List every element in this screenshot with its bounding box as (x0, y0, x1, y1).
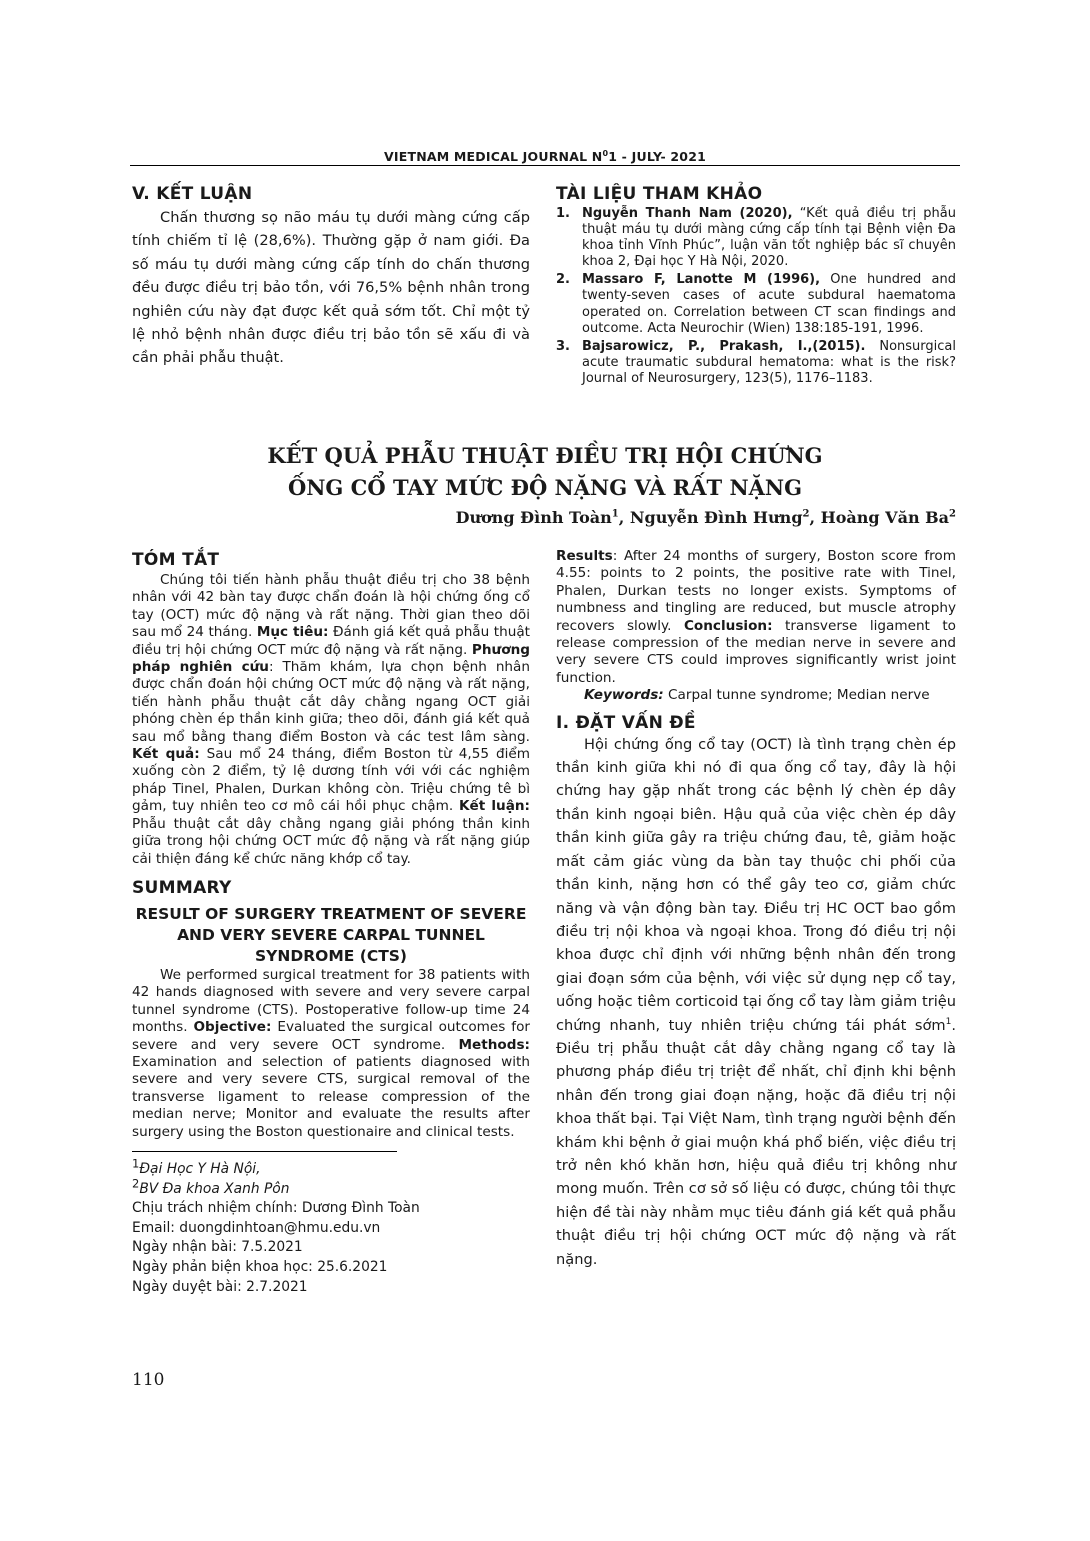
article-authors (456, 508, 956, 527)
intro-text-part1: Hội chứng ống cổ tay (OCT) là tình trạng chèn ép thần kinh giữa khi nó đi qua ống cổ tay, đây là hội chứng hay gặp nhất trong các bệnh lý chèn ép dây thần kinh ngoại biên. Hậu quả của việc chèn ép dây thần kinh giữa gây ra triệu chứng đau, tê, giảm hoặc mất cảm giác vùng da bàn tay thuộc chi phối của thần kinh, nặng hơn có thể gây teo cơ, giảm chức năng và vận động bàn tay. Điều trị HC OCT bao gồm điều trị nội khoa và ngoại khoa. Trong đó điều trị nội khoa được chỉ định với những bệnh nhân đến trong giai đoạn sớm của bệnh, với việc sử dụng nẹp cổ tay, uống hoặc tiêm corticoid tại ống cổ tay làm giảm triệu chứng nhanh, tuy nhiên triệu chứng tái phát sớm (556, 735, 956, 1034)
summary-intro: We performed surgical treatment for 38 patients with 42 hands diagnosed with severe and very severe carpal tunnel syndrome (CTS). Postoperative follow-up time 24 months. (132, 966, 530, 1036)
footnote-approved: Ngày duyệt bài: 2.7.2021 (132, 1278, 308, 1295)
reference-item (556, 272, 956, 336)
footnote-sup: 2 (132, 1175, 140, 1190)
reference-item (556, 206, 956, 270)
footnote-affiliation-2 (132, 1175, 530, 1200)
footnote-affiliation-text: BV Đa khoa Xanh Pôn (139, 1180, 290, 1197)
abstract-vi-intro: Chúng tôi tiến hành phẫu thuật điều trị cho 38 bệnh nhân với 42 bàn tay được chẩn đoán là hội chứng ống cổ tay (OCT) mức độ nặng và rất nặng. Thời gian theo dõi sau mổ 24 tháng. (132, 572, 530, 641)
summary-keywords (556, 687, 956, 704)
intro-heading: I. ĐẶT VẤN ĐỀ (556, 712, 696, 733)
footnote-divider (132, 1151, 397, 1152)
author-separator: , (809, 508, 821, 527)
author-affiliation: 1 (611, 508, 619, 520)
keywords-text: Carpal tunne syndrome; Median nerve (663, 687, 930, 704)
journal-header (130, 149, 960, 164)
reference-number: 2. (556, 272, 570, 288)
journal-header-sup: 0 (602, 148, 609, 158)
abstract-vi-methods: : Thăm khám, lựa chọn bệnh nhân được chẩn đoán hội chứng OCT mức độ nặng và rất nặng, tiến hành phẫu thuật cắt dây chằng ngang OCT giải phóng chèn ép thần kinh giữa; theo dõi, đánh giá kết quả sau mổ bằng thang điểm Boston và các test lâm sàng. (132, 659, 530, 745)
summary-methods-label: Methods: (458, 1036, 530, 1053)
prev-conclusion-text: Chấn thương sọ não máu tụ dưới màng cứng cấp tính chiếm tỉ lệ (28,6%). Thường gặp ở nam giới. Đa số máu tụ dưới màng cứng cấp tính do chấn thương đều được điều trị bảo tồn, với 76,5% bệnh nhân trong nghiên cứu này đạt được kết quả sớm tốt. Chỉ một tỷ lệ nhỏ bệnh nhân được điều trị bảo tồn sẽ xấu đi và cần phải phẫu thuật. (132, 209, 530, 367)
right-column (556, 548, 956, 1271)
author-affiliation: 2 (802, 508, 810, 520)
summary-text-continued (556, 548, 956, 687)
author-name: Hoàng Văn Ba (820, 508, 950, 527)
footnote-responsible: Chịu trách nhiệm chính: Dương Đình Toàn (132, 1200, 420, 1217)
summary-objective-label: Objective: (193, 1019, 272, 1036)
intro-text (556, 733, 956, 1271)
author-affiliation: 2 (949, 508, 956, 520)
footnote-reviewed: Ngày phản biện khoa học: 25.6.2021 (132, 1258, 388, 1275)
summary-text (132, 967, 530, 1141)
author-separator: , (618, 508, 630, 527)
reference-text: “Kết quả điều trị phẫu thuật máu tụ dưới màng cứng cấp tính tại Bệnh viện Đa khoa tỉnh Vĩnh Phúc”, luận văn tốt nghiệp bác sĩ chuyên khoa 2, Đại học Y Hà Nội, 2020. (582, 206, 956, 270)
reference-number: 1. (556, 206, 570, 221)
abstract-vi-results-label: Kết quả: (132, 746, 200, 763)
journal-header-date: 1 - JULY- 2021 (608, 149, 706, 164)
prev-conclusion-section (132, 184, 530, 370)
summary-heading: SUMMARY (132, 877, 232, 898)
abstract-vi-conclusion: Phẫu thuật cắt dây chằng ngang giải phóng thần kinh giữa trong hội chứng OCT mức độ nặng và rất nặng giúp cải thiện đáng kể chức năng khớp cổ tay. (132, 815, 530, 867)
article-title (130, 440, 960, 504)
summary-title: RESULT OF SURGERY TREATMENT OF SEVERE AND VERY SEVERE CARPAL TUNNEL SYNDROME (CTS) (135, 904, 527, 965)
reference-text: One hundred and twenty-seven cases of acute subdural haematoma operated on. Correlation between CT scan findings and outcome. Acta Neurochir (Wien) 138:185-191, 1996. (582, 272, 957, 336)
abstract-vi-results: Sau mổ 24 tháng, điểm Boston từ 4,55 điểm xuống còn 2 điểm, tỷ lệ dương tính với với các nghiệm pháp Tinel, Phalen, Durkan không còn. Triệu chứng tê bì gảm, tuy nhiên teo cơ mô cái hồi phục chậm. (132, 746, 530, 815)
header-divider (130, 165, 960, 166)
footnote-sup: 1 (132, 1156, 140, 1171)
page-number: 110 (132, 1370, 165, 1390)
footnote-received: Ngày nhận bài: 7.5.2021 (132, 1239, 303, 1256)
left-column (132, 550, 530, 1297)
abstract-vi-methods-label: Phương pháp nghiên cứu (132, 641, 530, 676)
abstract-vi-conclusion-label: Kết luận: (458, 798, 530, 815)
references-heading: TÀI LIỆU THAM KHẢO (556, 184, 763, 204)
abstract-vi-objective-label: Mục tiêu: (256, 624, 329, 641)
summary-conclusion: transverse ligament to release compression of the median nerve in severe and very severe CTS could improves significantly wrist joint function. (556, 617, 956, 686)
references-list (556, 206, 956, 387)
abstract-vi-objective: Đánh giá kết quả phẫu thuật điều trị hội chứng OCT mức độ nặng và rất nặng. (132, 624, 530, 658)
footnote-email: Email: duongdinhtoan@hmu.edu.vn (132, 1219, 381, 1236)
abstract-vi-heading: TÓM TẮT (132, 550, 220, 570)
article-title-line1: KẾT QUẢ PHẪU THUẬT ĐIỀU TRỊ HỘI CHỨNG (267, 443, 823, 468)
author-name: Nguyễn Đình Hưng (629, 508, 803, 527)
intro-citation: 1 (945, 1016, 952, 1027)
journal-header-text: VIETNAM MEDICAL JOURNAL N (384, 149, 603, 164)
summary-results: : After 24 months of surgery, Boston score from 4.55: points to 2 points, the positive rate with Tinel, Phalen, Durkan tests no longer exists. Symptoms of numbness and tingling are reduced, but muscle atrophy recovers slowly. (556, 548, 956, 634)
abstract-vi-text (132, 572, 530, 868)
reference-author: Bajsarowicz, P., Prakash, I.,(2015). (582, 338, 866, 354)
reference-author: Massaro F, Lanotte M (1996), (582, 272, 821, 288)
reference-author: Nguyễn Thanh Nam (2020), (582, 206, 793, 221)
summary-conclusion-label: Conclusion: (683, 617, 773, 634)
summary-results-label: Results (556, 548, 613, 564)
author-name: Dương Đình Toàn (455, 508, 612, 527)
reference-text: Nonsurgical acute traumatic subdural hematoma: what is the risk? Journal of Neurosurgery, 123(5), 1176–1183. (582, 338, 956, 386)
intro-text-part2: . Điều trị phẫu thuật cắt dây chằng ngang cổ tay là phương pháp điều trị triệt để nhất, chỉ định khi bệnh nhân đến trong giai đoạn nặng, hoặc đã điều trị nội khoa thất bại. Tại Việt Nam, tình trạng người bệnh đến khám khi bệnh ở giai muộn khá phổ biến, việc điều trị trở nên khó khăn hơn, hiệu quả điều trị không như mong muốn. Trên cơ sở số liệu có được, chúng tôi thực hiện đề tài này nhằm mục tiêu đánh giá kết quả phẫu thuật điều trị hội chứng OCT mức độ nặng và rất nặng. (556, 1016, 956, 1268)
reference-number: 3. (556, 338, 570, 354)
prev-references-section (556, 184, 956, 389)
footnote-affiliation-text: Đại Học Y Hà Nội, (139, 1160, 261, 1177)
keywords-label: Keywords: (584, 687, 664, 704)
article-title-line2: ỐNG CỔ TAY MỨC ĐỘ NẶNG VÀ RẤT NẶNG (287, 475, 803, 500)
prev-conclusion-heading: V. KẾT LUẬN (132, 184, 253, 204)
reference-item (556, 339, 956, 387)
summary-objective: Evaluated the surgical outcomes for severe and very severe OCT syndrome. (132, 1019, 530, 1053)
footnote-affiliation-1 (132, 1156, 530, 1180)
summary-methods-part1: Examination and selection of patients diagnosed with severe and very severe CTS, surgical removal of the transverse ligament to release compression of the median nerve; Monitor and evaluate the results after surgery using the Boston questionaire and clinical tests. (132, 1053, 530, 1140)
